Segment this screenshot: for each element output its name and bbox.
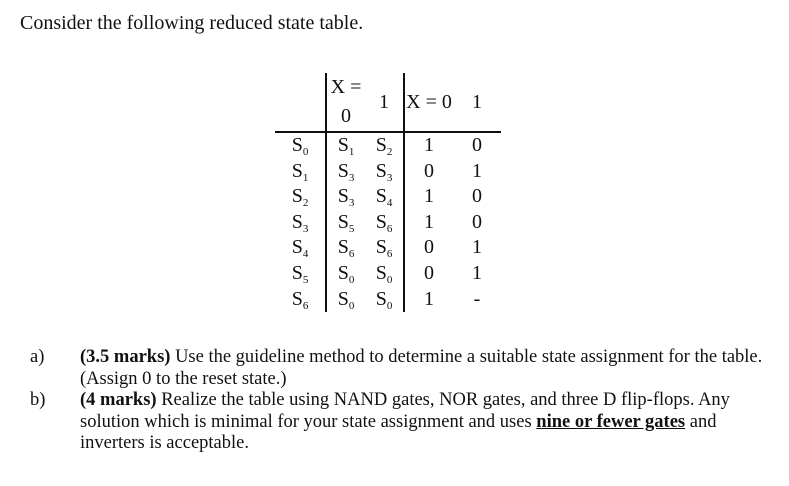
- output-x1-cell: 0: [472, 134, 482, 156]
- present-state-cell: $S_0$: [291, 134, 309, 158]
- question-a-body: [80, 347, 770, 390]
- state-table: [275, 73, 501, 312]
- present-state-cell: $S_2$: [291, 185, 309, 210]
- output-x0-cell: 0: [404, 159, 453, 185]
- output-x1-cell: 1: [472, 159, 482, 182]
- present-state-cell: $S_6$: [291, 287, 309, 312]
- question-b-body: [80, 390, 770, 455]
- header-output-x1: 1: [453, 73, 501, 132]
- state-row: [275, 184, 501, 210]
- next-state-x0-cell: $S_0$: [326, 287, 365, 313]
- output-x0-cell: 0: [404, 261, 453, 287]
- next-state-x1-cell: $S_6$: [375, 210, 393, 235]
- output-x0-cell: 1: [404, 210, 453, 236]
- question-a-marks: (3.5 marks): [80, 347, 171, 367]
- question-b-emphasis: nine or fewer gates: [536, 411, 686, 432]
- next-state-x1-cell: $S_0$: [375, 287, 393, 312]
- question-a-text: Use the guideline method to determine a suitable state assignment for the table. (Assign 0 to the reset state.): [80, 347, 763, 389]
- output-x1-cell: -: [473, 287, 481, 310]
- next-state-x1-cell: $S_0$: [375, 261, 393, 286]
- header-present-state: [275, 73, 326, 132]
- next-state-x0-cell: $S_0$: [326, 261, 365, 287]
- header-next-state-x1: 1: [365, 73, 404, 132]
- state-table-header: [275, 73, 501, 132]
- next-state-x1-cell: $S_4$: [375, 185, 393, 210]
- state-row: [275, 132, 501, 159]
- state-row: [275, 210, 501, 236]
- output-x1-cell: 1: [472, 236, 482, 259]
- output-x1-cell: 1: [472, 261, 482, 284]
- questions: [30, 347, 770, 455]
- output-x0-cell: 0: [404, 235, 453, 261]
- present-state-cell: $S_1$: [291, 159, 309, 184]
- state-row: [275, 261, 501, 287]
- next-state-x0-cell: $S_5$: [326, 210, 365, 236]
- question-b-text-after: and inverters is acceptable.: [80, 411, 717, 453]
- question-b-label: b): [30, 390, 46, 410]
- output-x0-cell: 1: [404, 287, 453, 313]
- output-x0-cell: 1: [404, 132, 453, 159]
- question-a: [30, 347, 770, 390]
- next-state-x1-cell: $S_3$: [375, 159, 393, 184]
- next-state-x0-cell: $S_1$: [326, 132, 365, 159]
- state-table-body: [275, 132, 501, 312]
- question-b: [30, 390, 770, 455]
- state-row: [275, 159, 501, 185]
- state-row: [275, 235, 501, 261]
- question-a-label: a): [30, 347, 45, 367]
- output-x0-cell: 1: [404, 184, 453, 210]
- intro-text: Consider the following reduced state table.: [20, 12, 364, 34]
- next-state-x1-cell: $S_6$: [375, 236, 393, 261]
- state-row: [275, 287, 501, 313]
- present-state-cell: $S_3$: [291, 210, 309, 235]
- output-x1-cell: 0: [472, 210, 482, 233]
- next-state-x1-cell: $S_2$: [375, 134, 393, 158]
- present-state-cell: $S_4$: [291, 236, 309, 261]
- header-next-state-x0: X = 0: [326, 73, 365, 132]
- header-output-x0: X = 0: [404, 73, 453, 132]
- next-state-x0-cell: $S_6$: [326, 235, 365, 261]
- next-state-x0-cell: $S_3$: [326, 184, 365, 210]
- question-b-marks: (4 marks): [80, 390, 157, 410]
- output-x1-cell: 0: [472, 185, 482, 208]
- present-state-cell: $S_5$: [291, 261, 309, 286]
- next-state-x0-cell: $S_3$: [326, 159, 365, 185]
- question-b-text-before: Realize the table using NAND gates, NOR gates, and three D flip-flops. Any solution which is minimal for your state assignment and uses: [80, 390, 730, 432]
